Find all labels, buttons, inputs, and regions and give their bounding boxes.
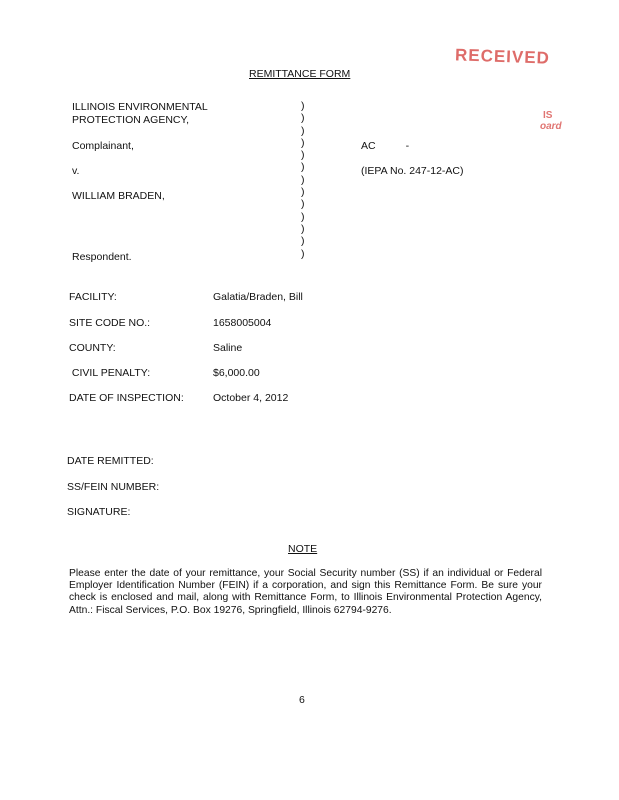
field-value: $6,000.00 — [213, 367, 260, 379]
paren: ) — [301, 112, 305, 125]
paren: ) — [301, 210, 305, 223]
paren: ) — [301, 247, 305, 260]
field-label: COUNTY: — [69, 342, 116, 354]
received-stamp: RECEIVED — [454, 45, 551, 68]
paren: ) — [301, 136, 305, 149]
field-value: October 4, 2012 — [213, 392, 289, 404]
stamp-fragment: IS — [543, 110, 553, 121]
paren: ) — [301, 100, 305, 112]
party-name-line2: PROTECTION AGENCY, — [72, 114, 190, 126]
party-name-line1: ILLINOIS ENVIRONMENTAL — [72, 101, 208, 113]
ss-fein-label: SS/FEIN NUMBER: — [67, 481, 160, 493]
signature-label: SIGNATURE: — [67, 506, 131, 518]
case-prefix: AC — [361, 140, 376, 152]
field-value: Galatia/Braden, Bill — [213, 291, 303, 303]
date-remitted-label: DATE REMITTED: — [67, 455, 154, 467]
caption-parentheses — [301, 100, 311, 260]
case-number — [361, 140, 409, 152]
stamp-fragment: oard — [540, 121, 562, 132]
case-suffix: - — [405, 140, 410, 152]
paren: ) — [301, 173, 305, 186]
paren: ) — [301, 198, 305, 211]
note-body: Please enter the date of your remittance, your Social Security number (SS) if an individual or Federal Employer Identification Number (FEIN) if a corporation, and sign this Remittance Form. Be sure your check is enclosed and mail, along with Remittance Form, to Illinois Environmental Protection Agency, Attn.: Fiscal Services, P.O. Box 19276, Springfield, Illinois 62794-9276. — [69, 568, 542, 616]
field-label: DATE OF INSPECTION: — [69, 392, 184, 404]
field-value: 1658005004 — [213, 317, 272, 329]
respondent-name: WILLIAM BRADEN, — [72, 190, 165, 202]
page-number: 6 — [299, 694, 305, 706]
field-label: SITE CODE NO.: — [69, 317, 151, 329]
complainant-label: Complainant, — [72, 140, 134, 152]
field-label: FACILITY: — [69, 291, 117, 303]
field-value: Saline — [213, 342, 243, 354]
paren: ) — [301, 149, 305, 162]
paren: ) — [301, 186, 305, 199]
respondent-label: Respondent. — [72, 251, 132, 263]
field-label: CIVIL PENALTY: — [69, 367, 151, 379]
form-title: REMITTANCE FORM — [249, 68, 351, 80]
paren: ) — [301, 235, 305, 248]
note-title: NOTE — [288, 543, 318, 555]
iepa-number: (IEPA No. 247-12-AC) — [361, 165, 464, 177]
paren: ) — [301, 124, 305, 137]
versus-label: v. — [72, 165, 80, 177]
paren: ) — [301, 161, 305, 174]
paren: ) — [301, 222, 305, 235]
